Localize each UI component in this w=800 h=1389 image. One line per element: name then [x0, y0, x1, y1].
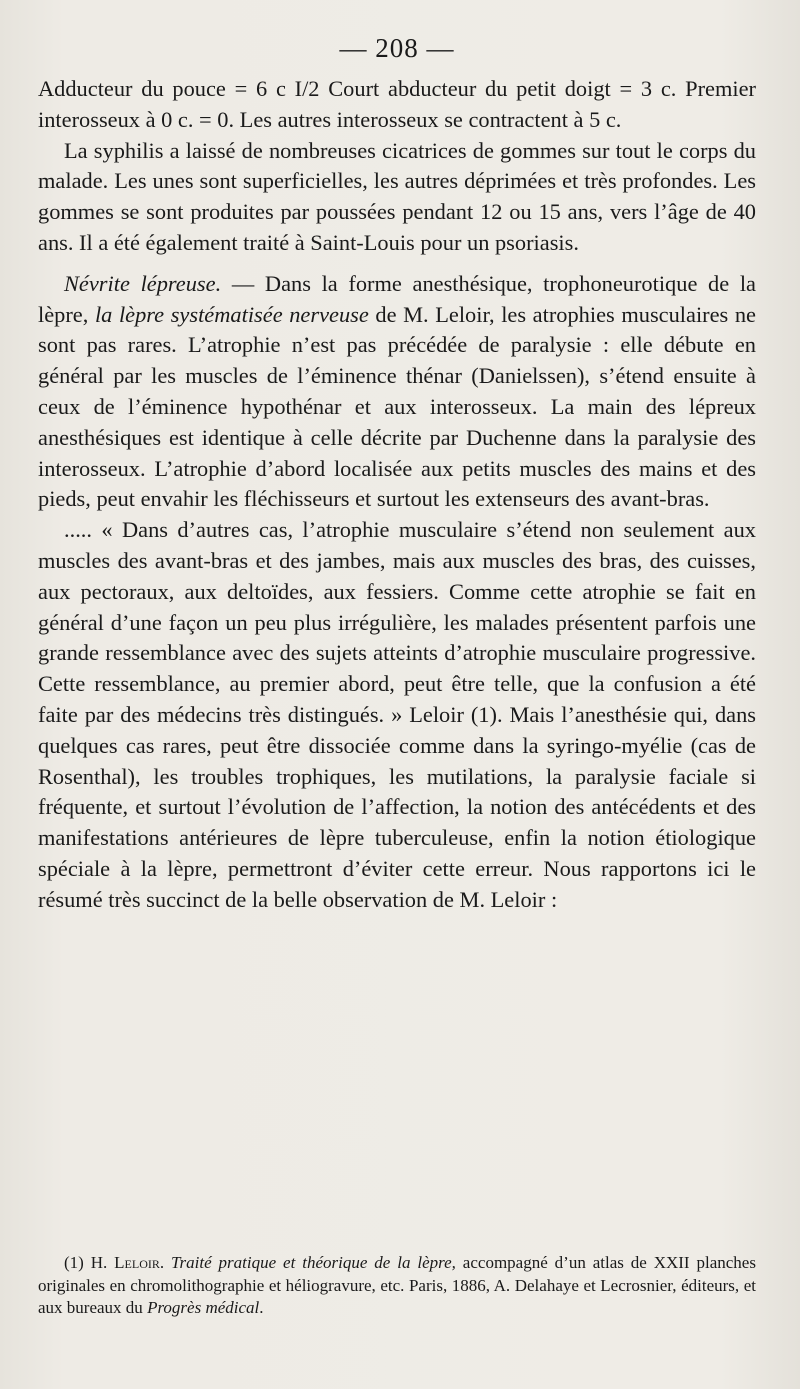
- paragraph-syphilis: La syphilis a laissé de nombreuses cicatrices de gommes sur tout le corps du malade. Les unes sont superficielles, les autres déprimées et très profondes. Les gommes se sont produites par poussées pendant 12 ou 15 ans, vers l’âge de 40 ans. Il a été également traité à Saint-Louis pour un psoriasis.: [38, 137, 756, 255]
- paragraph-quotation: ..... « Dans d’autres cas, l’atrophie musculaire s’étend non seulement aux muscles des avant-bras et des jambes, mais aux muscles des bras, des cuisses, aux pectoraux, aux deltoïdes, aux fessiers. Comme cette atrophie se fait en général d’une façon un peu plus irrégulière, les malades présentent parfois une grande ressemblance avec des sujets atteints d’atrophie musculaire progressive. Cette ressemblance, au premier abord, peut être telle, que la confusion a été faite par des médecins très distingués. » Leloir (1). Mais l’anesthésie qui, dans quelques cas rares, peut être dissociée comme dans la syringo-myélie (cas de Rosenthal), les troubles trophiques, les mutilations, la paralysie faciale si fréquente, et surtout l’évolution de l’affection, la notion des antécédents et des manifestations antérieures de lèpre tuberculeuse, enfin la notion étiologique spéciale à la lèpre, permettront d’éviter cette erreur. Nous rapportons ici le résumé très succinct de la belle observation de M. Leloir :: [38, 517, 756, 912]
- footnotes: [38, 1252, 756, 1320]
- page-number: — 208 —: [339, 33, 455, 63]
- footnote-title: Traité pratique et théorique de la lèpre,: [164, 1253, 456, 1272]
- footnote-marker: (1): [64, 1253, 91, 1272]
- footnote-journal: Progrès médical: [147, 1298, 260, 1317]
- footnote-author: H. Leloir.: [90, 1253, 165, 1272]
- footnote-leloir: [38, 1252, 756, 1320]
- paragraph-muscle-scores: Adducteur du pouce = 6 c I/2 Court abducteur du petit doigt = 3 c. Premier interosseux à 0 c. = 0. Les autres interosseux se contractent à 5 c.: [38, 76, 756, 132]
- footnote-text: accompagné d’un atlas de XXII planches originales en chromolithographie et héliogravure, etc. Paris, 1886, A. Delahaye et Lecrosnier, éditeurs, et aux bureaux du: [38, 1253, 756, 1317]
- section-heading: Névrite lépreuse.: [64, 270, 222, 296]
- paragraph-nevrite-lepreuse: [38, 269, 756, 515]
- paragraph-text: de M. Leloir, les atrophies musculaires ne sont pas rares. L’atrophie n’est pas précédée de paralysie : elle débute en général par les muscles de l’éminence thénar (Danielssen), s’étend ensuite à ceux de l’éminence hypothénar et aux interosseux. La main des lépreux anesthésiques est identique à celle décrite par Duchenne dans la paralysie des interosseux. L’atrophie d’abord localisée aux petits muscles des mains et des pieds, peut envahir les fléchisseurs et surtout les extenseurs des avant-bras.: [38, 301, 756, 512]
- paragraph-text: — Dans la forme anesthésique, trophoneurotique de la lèpre,: [38, 270, 756, 327]
- italic-term: la lèpre systématisée nerveuse: [94, 301, 369, 327]
- footnote-end: .: [259, 1298, 264, 1317]
- body-text: [38, 74, 756, 916]
